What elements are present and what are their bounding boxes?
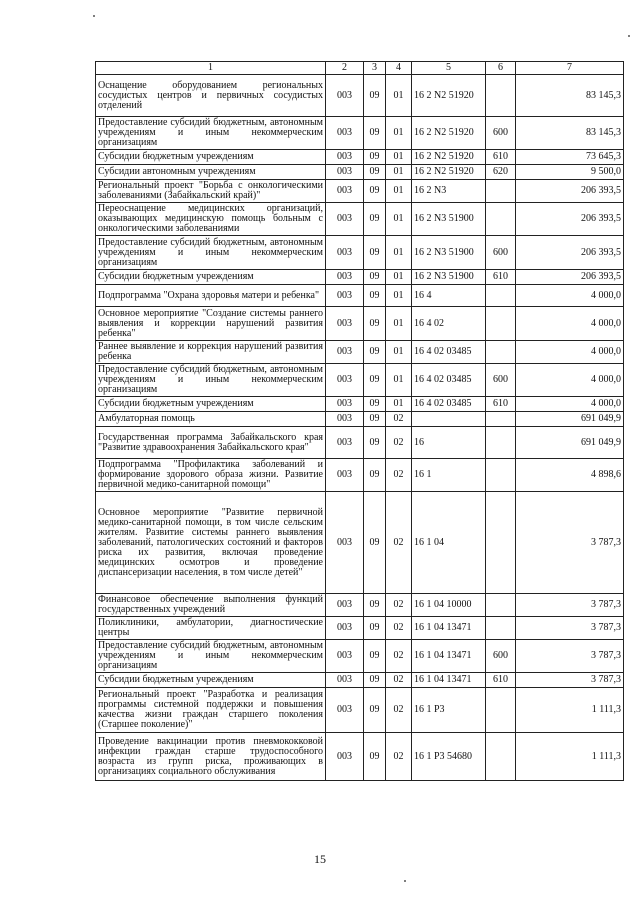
table-cell: 09 [364,397,386,412]
table-cell [486,203,516,236]
table-cell: 09 [364,203,386,236]
table-cell: 09 [364,733,386,781]
table-cell: 01 [386,117,412,150]
table-cell: Субсидии бюджетным учреждениям [96,397,326,412]
table-row [96,640,624,673]
table-cell: 16 4 02 03485 [412,397,486,412]
table-cell: 16 2 N2 51920 [412,75,486,117]
table-cell: 02 [386,733,412,781]
table-cell: 003 [326,203,364,236]
table-body [96,75,624,781]
table-cell: 02 [386,459,412,492]
table-cell: 003 [326,640,364,673]
table-cell: Субсидии бюджетным учреждениям [96,270,326,285]
table-cell [486,594,516,617]
table-cell: 16 4 02 [412,307,486,341]
table-cell: Проведение вакцинации против пневмококковой инфекции граждан старше трудоспособного возраста из групп риска, проживающих в организациях социального обслуживания [96,733,326,781]
column-header: 3 [364,62,386,75]
table-cell: 610 [486,673,516,688]
table-cell: 003 [326,673,364,688]
table-cell: 003 [326,150,364,165]
table-cell: 600 [486,640,516,673]
table-cell: 09 [364,150,386,165]
table-cell: 16 4 02 03485 [412,364,486,397]
table-row [96,180,624,203]
table-cell: 09 [364,307,386,341]
table-cell: 3 787,3 [516,640,624,673]
table-cell: 1 111,3 [516,733,624,781]
scan-speck [93,15,95,17]
table-cell: 003 [326,75,364,117]
table-cell: 09 [364,180,386,203]
table-cell: Раннее выявление и коррекция нарушений развития ребенка [96,341,326,364]
table-cell: 16 4 [412,285,486,307]
table-cell [486,688,516,733]
table-cell: 003 [326,412,364,427]
table-cell: 16 1 04 13471 [412,640,486,673]
table-row [96,117,624,150]
table-row [96,307,624,341]
table-cell: 600 [486,117,516,150]
table-row [96,341,624,364]
table-row [96,270,624,285]
table-cell: 4 000,0 [516,364,624,397]
scan-speck [628,35,630,37]
table-cell: 16 2 N3 [412,180,486,203]
table-cell: 09 [364,236,386,270]
table-cell: 01 [386,165,412,180]
table-header-row [96,62,624,75]
table-cell: 206 393,5 [516,236,624,270]
table-cell: 09 [364,75,386,117]
table-cell: 01 [386,180,412,203]
table-cell: Подпрограмма "Профилактика заболеваний и формирование здорового образа жизни. Развитие первичной медико-санитарной помощи" [96,459,326,492]
table-cell: 4 898,6 [516,459,624,492]
column-header: 1 [96,62,326,75]
table-cell: 003 [326,180,364,203]
table-cell: 09 [364,617,386,640]
table-cell: Субсидии автономным учреждениям [96,165,326,180]
table-cell: 003 [326,165,364,180]
column-header: 7 [516,62,624,75]
table-cell [486,733,516,781]
table-row [96,688,624,733]
table-cell: 16 2 N2 51920 [412,165,486,180]
table-cell: 003 [326,364,364,397]
table-row [96,459,624,492]
table-cell [486,412,516,427]
table-cell: 3 787,3 [516,594,624,617]
table-cell: 83 145,3 [516,117,624,150]
table-cell: 610 [486,150,516,165]
table-cell: 003 [326,733,364,781]
table-row [96,150,624,165]
table-cell: 16 1 04 [412,492,486,594]
table-cell: Государственная программа Забайкальского края "Развитие здравоохранения Забайкальского края" [96,427,326,459]
scan-speck [404,880,406,882]
table-cell: 01 [386,307,412,341]
table-row [96,673,624,688]
table-row [96,236,624,270]
table-cell: 003 [326,688,364,733]
table-cell: Предоставление субсидий бюджетным, автономным учреждениям и иным некоммерческим организациям [96,364,326,397]
table-cell: 003 [326,285,364,307]
table-cell: 003 [326,594,364,617]
table-cell: 610 [486,270,516,285]
table-cell: 003 [326,307,364,341]
table-cell: 003 [326,397,364,412]
table-cell: 09 [364,459,386,492]
table-row [96,733,624,781]
table-cell: 02 [386,617,412,640]
table-cell: Оснащение оборудованием региональных сосудистых центров и первичных сосудистых отделений [96,75,326,117]
table-cell: 3 787,3 [516,673,624,688]
table-row [96,364,624,397]
table-row [96,165,624,180]
table-cell: 4 000,0 [516,285,624,307]
table-cell: Подпрограмма "Охрана здоровья матери и ребенка" [96,285,326,307]
table-cell: 16 2 N2 51920 [412,150,486,165]
table-cell: 01 [386,285,412,307]
table-cell [412,412,486,427]
table-cell: 02 [386,412,412,427]
table-cell: Региональный проект "Разработка и реализация программы системной поддержки и повышения качества жизни граждан старшего поколения (Старшее поколение)" [96,688,326,733]
table-cell: 691 049,9 [516,427,624,459]
table-cell [486,307,516,341]
table-row [96,285,624,307]
table-cell: 16 1 04 13471 [412,617,486,640]
table-row [96,594,624,617]
table-cell: 09 [364,688,386,733]
table-cell [486,617,516,640]
table-cell: 09 [364,594,386,617]
table-cell: 16 1 04 10000 [412,594,486,617]
table-cell: 83 145,3 [516,75,624,117]
table-cell: Основное мероприятие "Развитие первичной медико-санитарной помощи, в том числе сельским жителям. Развитие системы раннего выявления заболеваний, патологических состояний и факторов риска их развития, включая проведение медицинских осмотров и проведение диспансеризации населения, в том числе детей" [96,492,326,594]
table-cell [486,459,516,492]
table-cell: 003 [326,459,364,492]
table-cell: 01 [386,364,412,397]
table-cell: Поликлиники, амбулатории, диагностические центры [96,617,326,640]
table-cell: 09 [364,673,386,688]
table-cell: 09 [364,412,386,427]
table-cell: 16 1 P3 54680 [412,733,486,781]
table-cell: 9 500,0 [516,165,624,180]
table-cell: 003 [326,427,364,459]
table-cell: Амбулаторная помощь [96,412,326,427]
table-cell: 01 [386,397,412,412]
table-cell: 02 [386,427,412,459]
table-cell: 09 [364,270,386,285]
table-cell: 73 645,3 [516,150,624,165]
table-cell: Основное мероприятие "Создание системы раннего выявления и коррекции нарушений развития ребенка" [96,307,326,341]
table-cell: 02 [386,492,412,594]
table-cell: 01 [386,75,412,117]
table-cell [486,427,516,459]
table-cell: 4 000,0 [516,397,624,412]
table-cell: 09 [364,492,386,594]
column-header: 5 [412,62,486,75]
table-cell: 02 [386,594,412,617]
table-row [96,492,624,594]
table-cell: 09 [364,117,386,150]
table-cell: 3 787,3 [516,492,624,594]
table-cell: 4 000,0 [516,341,624,364]
table-cell: 206 393,5 [516,180,624,203]
table-cell: 01 [386,203,412,236]
table-row [96,397,624,412]
table-cell: Региональный проект "Борьба с онкологическими заболеваниями (Забайкальский край)" [96,180,326,203]
table-cell: 003 [326,617,364,640]
table-cell: 09 [364,364,386,397]
table-cell: 16 2 N3 51900 [412,236,486,270]
table-cell: 610 [486,397,516,412]
column-header: 2 [326,62,364,75]
table-cell: 01 [386,236,412,270]
table-cell: Предоставление субсидий бюджетным, автономным учреждениям и иным некоммерческим организациям [96,236,326,270]
table-cell: 09 [364,427,386,459]
column-header: 4 [386,62,412,75]
table-cell: 600 [486,364,516,397]
table-cell: 16 2 N3 51900 [412,270,486,285]
table-cell [486,180,516,203]
table-row [96,75,624,117]
table-row [96,427,624,459]
table-cell: 600 [486,236,516,270]
table-cell: 4 000,0 [516,307,624,341]
table-cell: 206 393,5 [516,270,624,285]
table-row [96,412,624,427]
table-cell: Предоставление субсидий бюджетным, автономным учреждениям и иным некоммерческим организациям [96,117,326,150]
table-cell: 09 [364,640,386,673]
table-cell: 3 787,3 [516,617,624,640]
table-cell: 206 393,5 [516,203,624,236]
table-cell: 02 [386,673,412,688]
page-number: 15 [314,852,326,866]
table-cell: 09 [364,165,386,180]
table-cell: 01 [386,270,412,285]
table-row [96,203,624,236]
table-cell: Субсидии бюджетным учреждениям [96,673,326,688]
table-cell [486,492,516,594]
table-cell: 16 [412,427,486,459]
table-cell: 02 [386,688,412,733]
table-cell: 003 [326,270,364,285]
table-cell: 09 [364,341,386,364]
table-cell [486,75,516,117]
table-cell: 02 [386,640,412,673]
table-cell: Переоснащение медицинских организаций, оказывающих медицинскую помощь больным с онкологическими заболеваниями [96,203,326,236]
table-cell: Предоставление субсидий бюджетным, автономным учреждениям и иным некоммерческим организациям [96,640,326,673]
table-cell: 003 [326,341,364,364]
budget-table [95,61,624,781]
table-cell: 01 [386,341,412,364]
table-cell: 16 4 02 03485 [412,341,486,364]
table-cell: 16 1 [412,459,486,492]
table-cell: 620 [486,165,516,180]
table-cell: Финансовое обеспечение выполнения функций государственных учреждений [96,594,326,617]
table-cell: 003 [326,236,364,270]
table-cell: 1 111,3 [516,688,624,733]
table-cell [486,341,516,364]
column-header: 6 [486,62,516,75]
table-cell: 003 [326,117,364,150]
table-cell: 003 [326,492,364,594]
table-cell: 691 049,9 [516,412,624,427]
table-row [96,617,624,640]
table-cell: 16 1 P3 [412,688,486,733]
table-cell: 16 2 N3 51900 [412,203,486,236]
table-cell: 09 [364,285,386,307]
table-cell: 16 2 N2 51920 [412,117,486,150]
table-cell [486,285,516,307]
table-cell: 01 [386,150,412,165]
table-cell: 16 1 04 13471 [412,673,486,688]
table-cell: Субсидии бюджетным учреждениям [96,150,326,165]
